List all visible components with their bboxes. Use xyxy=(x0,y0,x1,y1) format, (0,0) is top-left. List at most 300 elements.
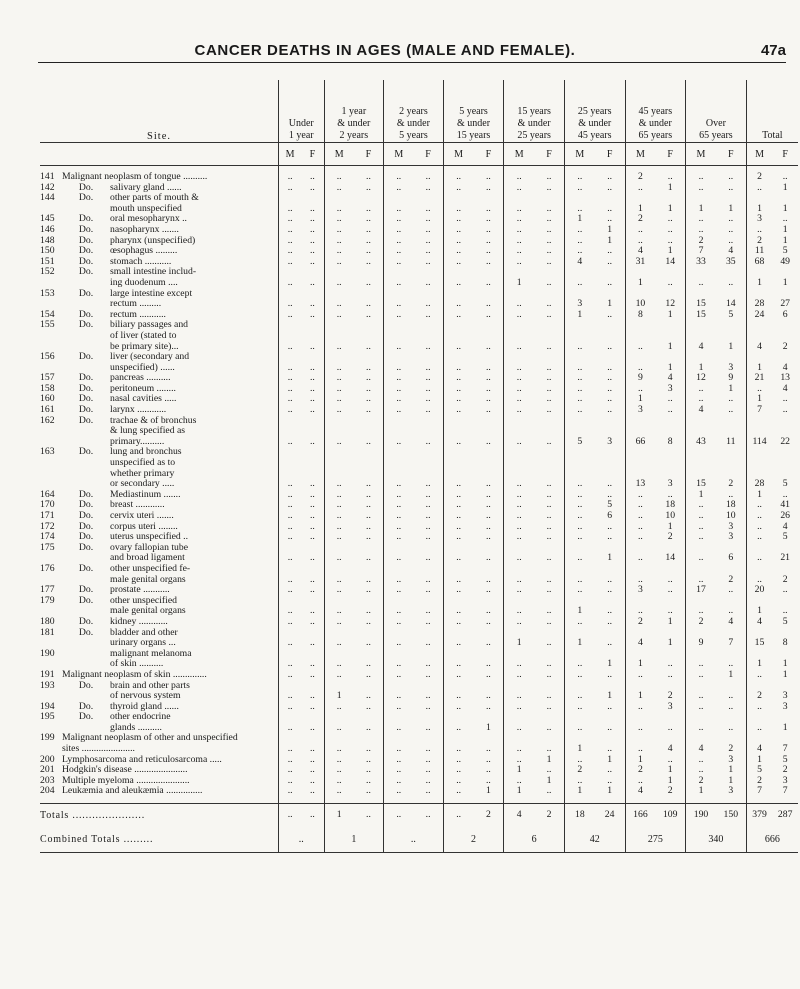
site-description: of nervous system xyxy=(110,691,181,702)
value-cell xyxy=(564,257,625,268)
site-description: breast ............ xyxy=(110,500,165,511)
female-value: .. xyxy=(486,774,491,786)
value-cell xyxy=(324,776,384,787)
site-label: Do. xyxy=(78,372,94,384)
sex-subheader xyxy=(504,143,565,166)
male-value: .. xyxy=(516,340,522,352)
male-value: .. xyxy=(336,743,342,755)
male-value: .. xyxy=(577,690,583,702)
value-cell xyxy=(504,702,565,713)
male-value: .. xyxy=(336,382,342,394)
site-description: brain and other parts xyxy=(110,680,190,691)
value-cell xyxy=(564,712,625,733)
female-value: .. xyxy=(607,255,613,267)
male-value: .. xyxy=(396,637,402,649)
value-cell xyxy=(324,373,384,384)
female-value: .. xyxy=(782,171,788,182)
table-row xyxy=(40,733,798,754)
female-value: .. xyxy=(546,276,552,288)
site-cell xyxy=(40,490,279,501)
female-value: .. xyxy=(546,393,552,405)
female-value: .. xyxy=(667,393,673,405)
female-value: .. xyxy=(425,382,431,394)
male-value: .. xyxy=(516,584,522,596)
value-cell xyxy=(504,193,565,214)
male-value: .. xyxy=(456,615,462,627)
male-value: .. xyxy=(577,340,583,352)
totals-value-cell xyxy=(384,804,444,827)
male-value: .. xyxy=(516,404,522,416)
male-value: 15 xyxy=(696,478,706,490)
age-group-header xyxy=(504,80,565,143)
site-code: 160 xyxy=(40,393,55,405)
site-line xyxy=(40,776,278,787)
male-value: .. xyxy=(287,478,293,490)
female-value: .. xyxy=(486,298,491,310)
value-cell xyxy=(564,267,625,288)
male-value: .. xyxy=(577,478,583,490)
female-value: 1 xyxy=(728,774,734,786)
female-value: 1 xyxy=(782,181,788,193)
age-group-line: 2 years xyxy=(339,130,369,141)
male-value: .. xyxy=(698,531,704,543)
female-total: 109 xyxy=(662,808,678,820)
male-label: M xyxy=(454,148,464,160)
value-cell xyxy=(384,394,444,405)
male-value: .. xyxy=(757,499,762,511)
table-row xyxy=(40,236,798,247)
female-value: .. xyxy=(486,382,491,394)
site-line xyxy=(40,500,278,511)
value-cell xyxy=(279,405,325,416)
male-value: 31 xyxy=(635,255,646,267)
male-value: .. xyxy=(287,531,293,543)
site-line xyxy=(40,649,278,660)
female-value: 3 xyxy=(728,520,734,532)
female-value: .. xyxy=(425,584,431,596)
female-value: .. xyxy=(728,605,734,617)
table-row xyxy=(40,765,798,776)
value-cell xyxy=(746,236,798,247)
age-group-line: & under xyxy=(396,118,430,129)
male-value: 5 xyxy=(757,764,762,776)
value-cell xyxy=(324,649,384,670)
female-value: 4 xyxy=(728,615,734,627)
male-value: .. xyxy=(336,531,342,543)
female-value: 12 xyxy=(665,298,676,310)
value-cell xyxy=(443,649,504,670)
female-value: .. xyxy=(486,435,491,447)
male-value: .. xyxy=(396,308,402,320)
female-value: .. xyxy=(309,690,315,702)
totals-value-cell xyxy=(625,804,686,827)
value-cell xyxy=(686,670,747,681)
male-value: .. xyxy=(516,234,522,246)
male-value: .. xyxy=(516,478,522,490)
value-cell xyxy=(324,564,384,585)
male-value: .. xyxy=(577,276,583,288)
site-line xyxy=(40,172,278,183)
female-value: .. xyxy=(309,202,315,214)
site-cell xyxy=(40,352,279,373)
value-cell xyxy=(279,522,325,533)
female-value: .. xyxy=(366,764,371,776)
female-value: .. xyxy=(728,223,734,235)
female-value: 1 xyxy=(667,774,673,786)
male-value: .. xyxy=(287,764,293,776)
site-description: rectum ........... xyxy=(110,309,166,320)
female-value: .. xyxy=(546,361,552,373)
site-label: Do. xyxy=(78,393,94,405)
male-value: 1 xyxy=(757,393,762,405)
male-value: .. xyxy=(516,393,522,405)
value-cell xyxy=(564,681,625,702)
value-cell xyxy=(324,681,384,702)
male-value: .. xyxy=(336,774,342,786)
value-cell xyxy=(279,702,325,713)
value-cell xyxy=(443,183,504,194)
value-cell xyxy=(443,500,504,511)
female-total: 2 xyxy=(486,808,491,820)
site-description: thyroid gland ...... xyxy=(110,701,179,712)
male-value: .. xyxy=(577,223,583,235)
sex-subheader xyxy=(746,143,798,166)
value-cell xyxy=(504,416,565,448)
female-value: .. xyxy=(728,700,734,712)
male-value: .. xyxy=(698,690,704,702)
male-value: .. xyxy=(637,668,643,680)
site-code: 195 xyxy=(40,711,55,723)
male-value: .. xyxy=(637,774,643,786)
male-label: M xyxy=(575,148,585,160)
value-cell xyxy=(384,596,444,617)
site-description: cervix uteri ....... xyxy=(110,511,174,521)
value-cell xyxy=(324,670,384,681)
female-value: .. xyxy=(425,615,431,627)
site-label: Do. xyxy=(78,615,94,627)
female-value: .. xyxy=(425,435,431,447)
totals-value-cell xyxy=(686,804,747,827)
male-value: 4 xyxy=(637,637,643,649)
male-value: .. xyxy=(698,573,704,585)
male-value: .. xyxy=(287,700,293,712)
male-value: .. xyxy=(396,605,402,617)
site-line xyxy=(40,479,278,490)
site-cell xyxy=(40,416,279,448)
site-label: Do. xyxy=(78,245,94,257)
male-value: .. xyxy=(287,753,293,765)
site-line xyxy=(40,628,278,639)
male-value: .. xyxy=(287,213,293,225)
value-cell xyxy=(746,172,798,183)
site-code xyxy=(40,426,62,437)
site-code: 164 xyxy=(40,488,55,500)
female-value: .. xyxy=(607,700,613,712)
male-value: .. xyxy=(637,743,643,755)
female-value: .. xyxy=(366,668,371,680)
female-value: 3 xyxy=(667,700,673,712)
female-value: .. xyxy=(728,584,734,596)
value-cell xyxy=(443,416,504,448)
site-description: male genital organs xyxy=(110,606,186,617)
male-value: 1 xyxy=(577,308,583,320)
site-line xyxy=(40,246,278,257)
male-value: .. xyxy=(698,764,704,776)
female-value: 4 xyxy=(782,382,788,394)
value-cell xyxy=(504,214,565,225)
male-value: .. xyxy=(516,658,522,670)
male-label: M xyxy=(755,148,764,160)
sex-subheader xyxy=(443,143,504,166)
female-value: .. xyxy=(546,298,552,310)
site-line xyxy=(40,278,278,289)
male-value: .. xyxy=(516,573,522,585)
value-cell xyxy=(443,712,504,733)
value-cell xyxy=(443,617,504,628)
totals-value-cell xyxy=(564,804,625,827)
male-value: .. xyxy=(336,404,342,416)
male-value: .. xyxy=(698,510,704,521)
value-cell xyxy=(625,289,686,310)
female-value: .. xyxy=(309,615,315,627)
value-cell xyxy=(384,267,444,288)
site-code: 161 xyxy=(40,404,55,416)
male-value: .. xyxy=(698,520,704,532)
site-cell xyxy=(40,786,279,797)
male-value: .. xyxy=(287,658,293,670)
female-value: .. xyxy=(309,753,315,765)
value-cell xyxy=(564,765,625,776)
male-value: 2 xyxy=(637,764,643,776)
value-cell xyxy=(625,500,686,511)
value-cell xyxy=(625,649,686,670)
value-cell xyxy=(564,225,625,236)
female-value: 1 xyxy=(782,223,788,235)
male-value: 1 xyxy=(757,202,762,214)
male-value: 21 xyxy=(754,372,765,384)
value-cell xyxy=(625,172,686,183)
female-value: 5 xyxy=(782,531,788,543)
female-value: 26 xyxy=(780,510,790,521)
male-value: .. xyxy=(577,700,583,712)
site-description: unspecified as to xyxy=(110,458,176,469)
female-value: .. xyxy=(425,700,431,712)
female-value: .. xyxy=(366,753,371,765)
male-value: 4 xyxy=(757,340,762,352)
male-value: .. xyxy=(757,531,762,543)
age-group-line: & under xyxy=(337,118,371,129)
female-value: .. xyxy=(425,499,431,511)
female-value: .. xyxy=(728,276,734,288)
female-value: .. xyxy=(425,213,431,225)
value-cell xyxy=(279,394,325,405)
male-value: .. xyxy=(456,245,462,257)
value-cell xyxy=(564,183,625,194)
value-cell xyxy=(625,786,686,797)
value-cell xyxy=(279,564,325,585)
site-description: urinary organs ... xyxy=(110,638,176,649)
value-cell xyxy=(324,416,384,448)
female-value: .. xyxy=(309,245,315,257)
value-cell xyxy=(686,532,747,543)
value-cell xyxy=(324,733,384,754)
female-value: 1 xyxy=(782,276,788,288)
site-cell xyxy=(40,500,279,511)
female-value: .. xyxy=(425,202,431,214)
value-cell xyxy=(279,585,325,596)
male-value: .. xyxy=(396,171,402,182)
male-value: .. xyxy=(637,605,643,617)
value-cell xyxy=(686,447,747,489)
female-value: .. xyxy=(667,584,673,596)
female-value: .. xyxy=(309,552,315,564)
female-value: .. xyxy=(607,276,613,288)
value-cell xyxy=(746,532,798,543)
female-value: .. xyxy=(309,510,315,521)
value-cell xyxy=(384,236,444,247)
male-value: 3 xyxy=(577,298,583,310)
value-cell xyxy=(564,532,625,543)
value-cell xyxy=(625,628,686,649)
female-value: .. xyxy=(309,658,315,670)
site-code: 179 xyxy=(40,594,55,606)
site-code: 177 xyxy=(40,584,55,596)
value-cell xyxy=(746,681,798,702)
male-value: .. xyxy=(336,202,342,214)
age-group-line: & under xyxy=(638,118,672,129)
value-cell xyxy=(504,755,565,766)
totals-value-cell xyxy=(746,804,798,827)
value-cell xyxy=(504,373,565,384)
female-value: .. xyxy=(425,372,431,384)
male-value: .. xyxy=(456,552,462,564)
male-value: .. xyxy=(336,181,342,193)
table-row xyxy=(40,670,798,681)
site-description: glands .......... xyxy=(110,722,162,733)
combined-total-value: .. xyxy=(384,826,444,853)
value-cell xyxy=(746,776,798,787)
male-value: .. xyxy=(516,721,522,733)
table-row xyxy=(40,267,798,288)
value-cell xyxy=(504,543,565,564)
female-value: .. xyxy=(366,181,371,193)
female-value: 3 xyxy=(728,531,734,543)
site-code: 151 xyxy=(40,255,55,267)
value-cell xyxy=(564,755,625,766)
female-value: 1 xyxy=(667,340,673,352)
value-cell xyxy=(686,786,747,797)
age-group-line: Over xyxy=(705,118,726,129)
value-cell xyxy=(686,225,747,236)
male-value: 28 xyxy=(754,478,765,490)
totals-label: Totals ...................... xyxy=(40,804,279,827)
female-value: .. xyxy=(425,658,431,670)
male-value: .. xyxy=(637,552,643,564)
value-cell xyxy=(324,712,384,733)
male-value: .. xyxy=(396,573,402,585)
value-cell xyxy=(564,416,625,448)
male-value: .. xyxy=(698,753,704,765)
value-cell xyxy=(324,543,384,564)
male-value: 4 xyxy=(637,785,643,797)
value-cell xyxy=(504,246,565,257)
female-value: .. xyxy=(607,668,613,680)
female-value: .. xyxy=(486,255,491,267)
female-value: 6 xyxy=(728,552,734,564)
female-value: .. xyxy=(486,605,491,617)
female-value: .. xyxy=(486,743,491,755)
male-value: 7 xyxy=(757,404,762,416)
male-value: .. xyxy=(287,552,293,564)
male-value: .. xyxy=(396,393,402,405)
female-value: .. xyxy=(425,668,431,680)
value-cell xyxy=(324,490,384,501)
value-cell xyxy=(504,447,565,489)
female-value: .. xyxy=(425,404,431,416)
female-value: 1 xyxy=(728,764,734,776)
value-cell xyxy=(324,447,384,489)
female-value: .. xyxy=(309,435,315,447)
female-value: .. xyxy=(667,721,673,733)
site-line xyxy=(40,564,278,575)
site-header: Site. xyxy=(147,131,171,142)
male-value: .. xyxy=(336,753,342,765)
male-value: .. xyxy=(336,435,342,447)
site-label: Do. xyxy=(78,181,94,193)
value-cell xyxy=(564,543,625,564)
female-value: .. xyxy=(486,478,491,490)
value-cell xyxy=(564,628,625,649)
site-cell xyxy=(40,246,279,257)
female-value: .. xyxy=(486,361,491,373)
site-code: 191 xyxy=(40,668,55,680)
female-value: 1 xyxy=(607,552,613,564)
value-cell xyxy=(686,628,747,649)
female-value: .. xyxy=(425,552,431,564)
site-label: Do. xyxy=(78,446,94,458)
male-value: 3 xyxy=(757,213,762,225)
male-value: .. xyxy=(516,245,522,257)
value-cell xyxy=(564,320,625,352)
value-cell xyxy=(564,564,625,585)
female-value: .. xyxy=(425,245,431,257)
male-value: .. xyxy=(698,223,704,235)
value-cell xyxy=(504,786,565,797)
male-value: .. xyxy=(456,743,462,755)
value-cell xyxy=(746,712,798,733)
site-code: 157 xyxy=(40,372,55,384)
site-code: 155 xyxy=(40,319,55,331)
value-cell xyxy=(443,755,504,766)
male-value: .. xyxy=(287,721,293,733)
female-value: .. xyxy=(366,308,371,320)
female-value: .. xyxy=(486,245,491,257)
value-cell xyxy=(384,755,444,766)
value-cell xyxy=(384,373,444,384)
value-cell xyxy=(384,564,444,585)
female-value: 14 xyxy=(725,298,736,310)
male-value: .. xyxy=(396,361,402,373)
male-value: .. xyxy=(336,668,342,680)
female-value: .. xyxy=(728,213,734,225)
site-line xyxy=(40,543,278,554)
female-value: .. xyxy=(667,171,673,182)
female-value: .. xyxy=(425,753,431,765)
value-cell xyxy=(279,447,325,489)
male-value: .. xyxy=(516,531,522,543)
female-value: .. xyxy=(546,340,552,352)
site-code: 199 xyxy=(40,732,55,744)
